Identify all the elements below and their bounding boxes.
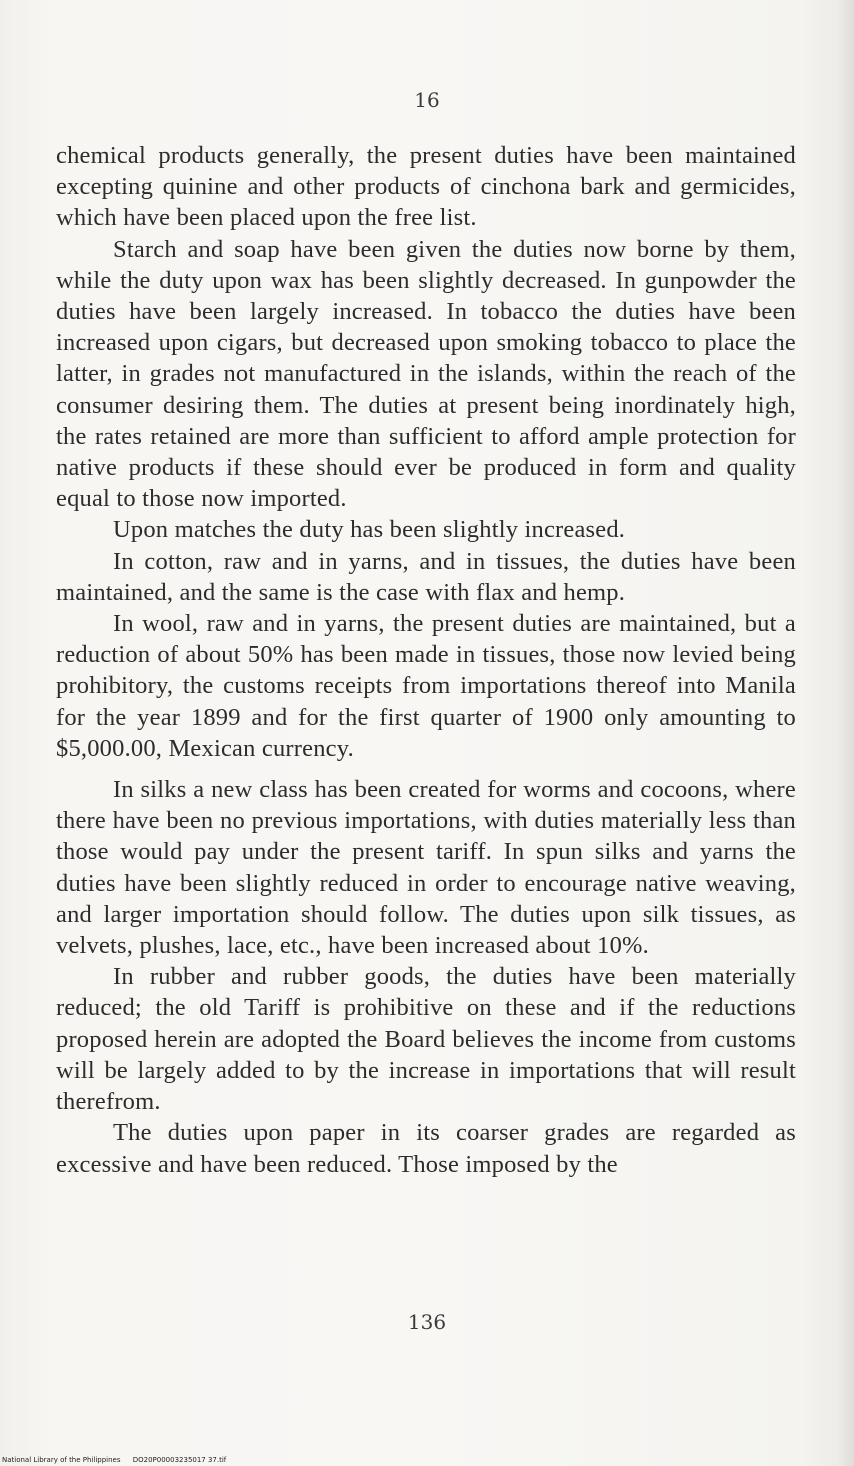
page-number-top: 16	[414, 88, 440, 112]
body-text	[56, 140, 796, 1180]
paragraph-4: In cotton, raw and in yarns, and in tissues, the duties have been maintained, and the same is the case with flax and hemp.	[56, 547, 796, 606]
paragraph-6: In silks a new class has been created for worms and cocoons, where there have been no previous importations, with duties materially less than those would pay under the present tariff. In spun silks and yarns the duties have been slightly reduced in order to encourage native weaving, and larger importation should follow. The duties upon silk tissues, as velvets, plushes, lace, etc., have been increased about 10%.	[56, 776, 796, 960]
paragraph-8: The duties upon paper in its coarser grades are regarded as excessive and have been reduced. Those imposed by the	[56, 1119, 796, 1178]
scan-footer	[2, 1456, 226, 1464]
page-edge-shadow	[838, 0, 854, 1466]
paragraph-5: In wool, raw and in yarns, the present duties are maintained, but a reduction of about 50% has been made in tissues, those now levied being prohibitory, the customs receipts from importations thereof into Manila for the year 1899 and for the first quarter of 1900 only amounting to $5,000.00, Mexican currency.	[56, 610, 796, 762]
paragraph-1: chemical products generally, the present duties have been maintained excepting quinine and other products of cinchona bark and germicides, which have been placed upon the free list.	[56, 142, 796, 232]
paragraph-2: Starch and soap have been given the duties now borne by them, while the duty upon wax has been slightly decreased. In gunpowder the duties have been largely increased. In tobacco the duties have been increased upon cigars, but decreased upon smoking tobacco to place the latter, in grades not manufactured in the islands, within the reach of the consumer desiring them. The duties at present being inordinately high, the rates retained are more than sufficient to afford ample protection for native products if these should ever be produced in form and quality equal to those now imported.	[56, 235, 796, 513]
footer-identifier: DO20P00003235017 37.tif	[132, 1456, 227, 1464]
paragraph-7: In rubber and rubber goods, the duties have been materially reduced; the old Tariff is prohibitive on these and if the reductions proposed herein are adopted the Board believes the income from customs will be largely added to by the increase in importations that will result therefrom.	[56, 963, 796, 1116]
paragraph-3: Upon matches the duty has been slightly increased.	[113, 516, 626, 544]
footer-source: National Library of the Philippines	[2, 1456, 121, 1464]
page-number-bottom: 136	[407, 1310, 447, 1334]
